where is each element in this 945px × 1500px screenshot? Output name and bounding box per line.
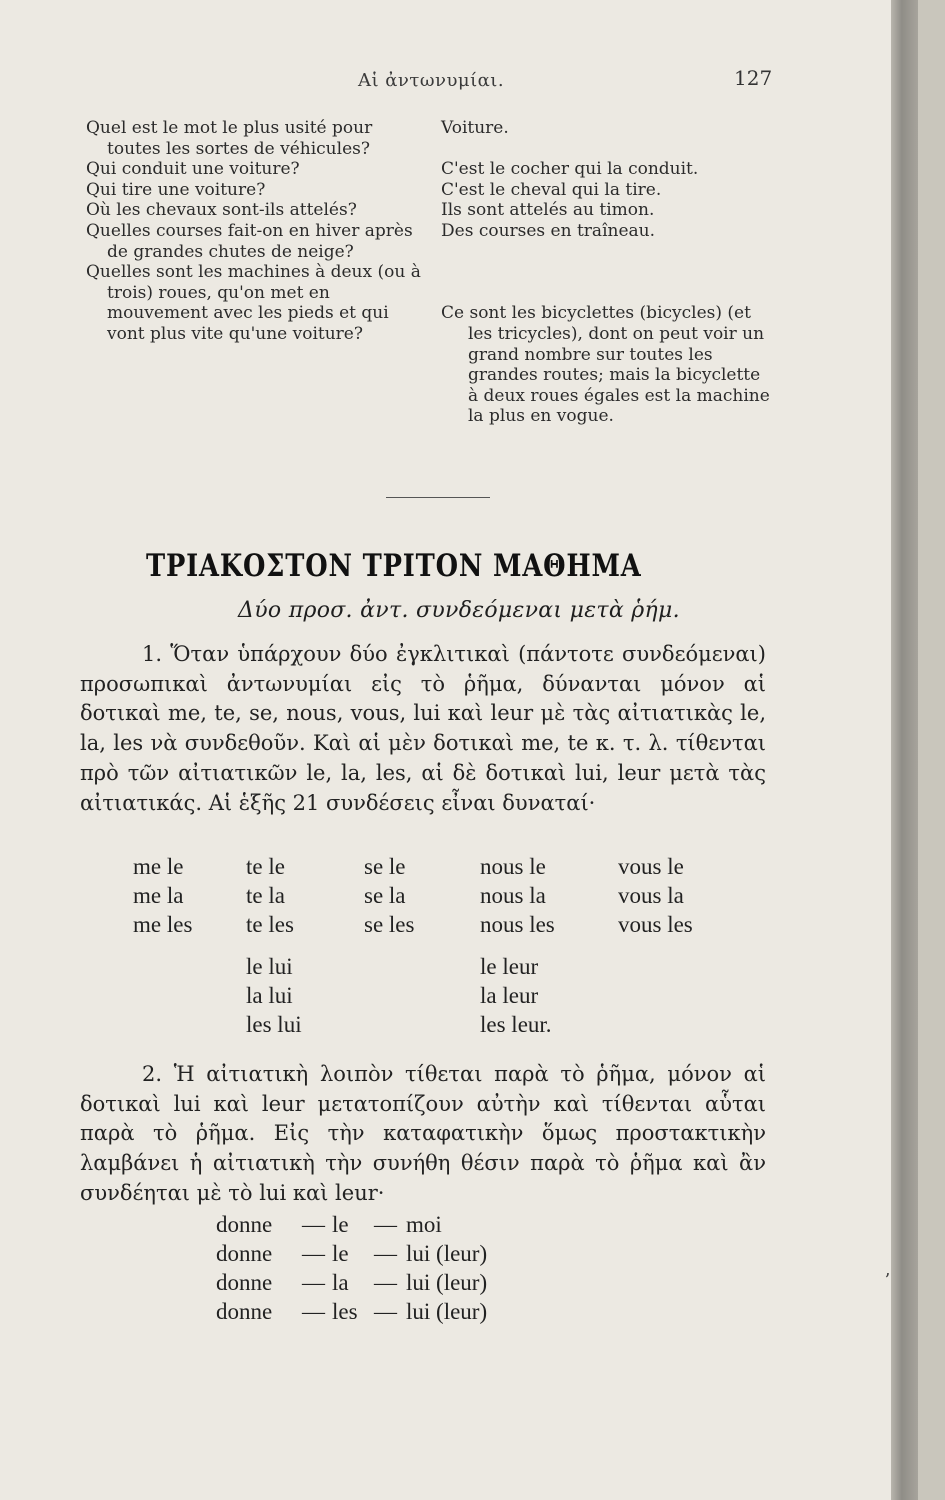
question: Quelles sont les machines à deux (ou à trois) roues, qu'on met en mouvement avec les pieds et qui vont plus vite qu'une voiture? [86, 262, 421, 344]
running-header: Αἱ ἀντωνυμίαι. [358, 70, 505, 91]
answer: C'est le cocher qui la conduit. [441, 159, 699, 180]
question: Quel est le mot le plus usité pour toutes les sortes de véhicules? [86, 118, 373, 159]
example-verb: donne [216, 1299, 273, 1324]
answer: Des courses en traîneau. [441, 220, 656, 241]
answer: Ils sont attelés au timon. [441, 200, 655, 221]
page-number: 127 [734, 66, 773, 90]
answers-column [441, 118, 771, 427]
pronoun-pair: nous les [480, 912, 555, 937]
pronoun-column [618, 852, 738, 939]
example-dash: — [374, 1212, 397, 1237]
example-dash: — [302, 1241, 325, 1266]
example-dash: — [374, 1241, 397, 1266]
pronoun-pair: se le [364, 854, 406, 879]
pronoun-pair: vous les [618, 912, 693, 937]
example-row [216, 1239, 487, 1268]
example-list [216, 1210, 487, 1326]
example-dash: — [302, 1212, 325, 1237]
pronoun-column [364, 852, 484, 939]
lesson-subtitle: Δύο προσ. ἀντ. συνδεόμεναι μετὰ ῥήμ. [238, 598, 680, 623]
lesson-title: ΤΡΙΑΚΟΣΤΟΝ ΤΡΙΤΟΝ ΜΑΘΗΜΑ [146, 548, 642, 584]
example-verb: donne [216, 1241, 273, 1266]
pronoun-pair: te les [246, 912, 294, 937]
example-row [216, 1297, 487, 1326]
example-dash: — [302, 1299, 325, 1324]
example-row [216, 1268, 487, 1297]
example-dash: — [302, 1270, 325, 1295]
answer: Ce sont les bicyclettes (bicycles) (et les tricycles), dont on peut voir un grand nombre sur toutes les grandes routes; mais la bicyclette à deux roues égales est la machine la plus en vogue. [441, 303, 770, 427]
example-object: le [332, 1241, 349, 1266]
question: Qui tire une voiture? [86, 179, 266, 200]
example-dative: moi [406, 1212, 442, 1237]
pronoun-pair: me les [133, 912, 193, 937]
example-verb: donne [216, 1270, 273, 1295]
pronoun-pair: les leur. [480, 1012, 552, 1037]
example-dative: lui (leur) [406, 1299, 488, 1324]
example-dative: lui (leur) [406, 1241, 488, 1266]
pronoun-pair: te le [246, 854, 285, 879]
example-object: les [332, 1299, 358, 1324]
example-verb: donne [216, 1212, 273, 1237]
pronoun-pair: te la [246, 883, 285, 908]
pronoun-pair: me la [133, 883, 184, 908]
example-dash: — [374, 1270, 397, 1295]
pronoun-pair: nous le [480, 854, 546, 879]
pronoun-pair: se la [364, 883, 406, 908]
answer: Voiture. [441, 118, 509, 138]
pronoun-column [246, 952, 366, 1039]
pronoun-pair: la lui [246, 983, 293, 1008]
pronoun-pair: vous la [618, 883, 684, 908]
pronoun-pair: me le [133, 854, 184, 879]
pronoun-pair: la leur [480, 983, 539, 1008]
example-dash: — [374, 1299, 397, 1324]
example-object: la [332, 1270, 349, 1295]
paragraph-2: 2. Ἡ αἰτιατικὴ λοιπὸν τίθεται παρὰ τὸ ῥῆμα, μόνον αἱ δοτικαὶ lui καὶ leur μετατοπίζουν αὐτὴν καὶ τίθενται αὗται παρὰ τὸ ῥῆμα. Εἰς τὴν καταφατικὴν ὅμως προστακτικὴν λαμβάνει ἡ αἰτιατικὴ τὴν συνήθη θέσιν παρὰ τὸ ῥῆμα καὶ ἂν συνδέηται μὲ τὸ lui καὶ leur· [80, 1062, 766, 1205]
answer: C'est le cheval qui la tire. [441, 179, 662, 200]
example-dative: lui (leur) [406, 1270, 488, 1295]
pronoun-pair: le lui [246, 954, 293, 979]
pronoun-pair: le leur [480, 954, 539, 979]
question: Où les chevaux sont-ils attelés? [86, 200, 357, 221]
page-edge-shadow [891, 0, 918, 1500]
margin-speck: ʼ [884, 1270, 890, 1291]
section-divider [386, 497, 490, 498]
pronoun-column [480, 952, 600, 1039]
pronoun-column [246, 852, 366, 939]
question: Qui conduit une voiture? [86, 159, 300, 180]
pronoun-pair: les lui [246, 1012, 302, 1037]
pronoun-pair: vous le [618, 854, 684, 879]
pronoun-pair: nous la [480, 883, 546, 908]
questions-column [86, 118, 426, 345]
pronoun-column [133, 852, 253, 939]
question: Quelles courses fait-on en hiver après de grandes chutes de neige? [86, 220, 413, 262]
pronoun-pair: se les [364, 912, 415, 937]
paragraph-1: 1. Ὅταν ὑπάρχουν δύο ἐγκλιτικαὶ (πάντοτε συνδεόμεναι) προσωπικαὶ ἀντωνυμίαι εἰς τὸ ῥῆμα, δύνανται μόνον αἱ δοτικαὶ me, te, se, nous, vous, lui καὶ leur μὲ τὰς αἰτιατικὰς le, la, les νὰ συνδεθοῦν. Καὶ αἱ μὲν δοτικαὶ me, te κ. τ. λ. τίθενται πρὸ τῶν αἰτιατικῶν le, la, les, αἱ δὲ δοτικαὶ lui, leur μετὰ τὰς αἰτιατικάς. Αἱ ἑξῆς 21 συνδέσεις εἶναι δυναταί· [80, 642, 766, 815]
pronoun-column [480, 852, 600, 939]
example-row [216, 1210, 487, 1239]
example-object: le [332, 1212, 349, 1237]
